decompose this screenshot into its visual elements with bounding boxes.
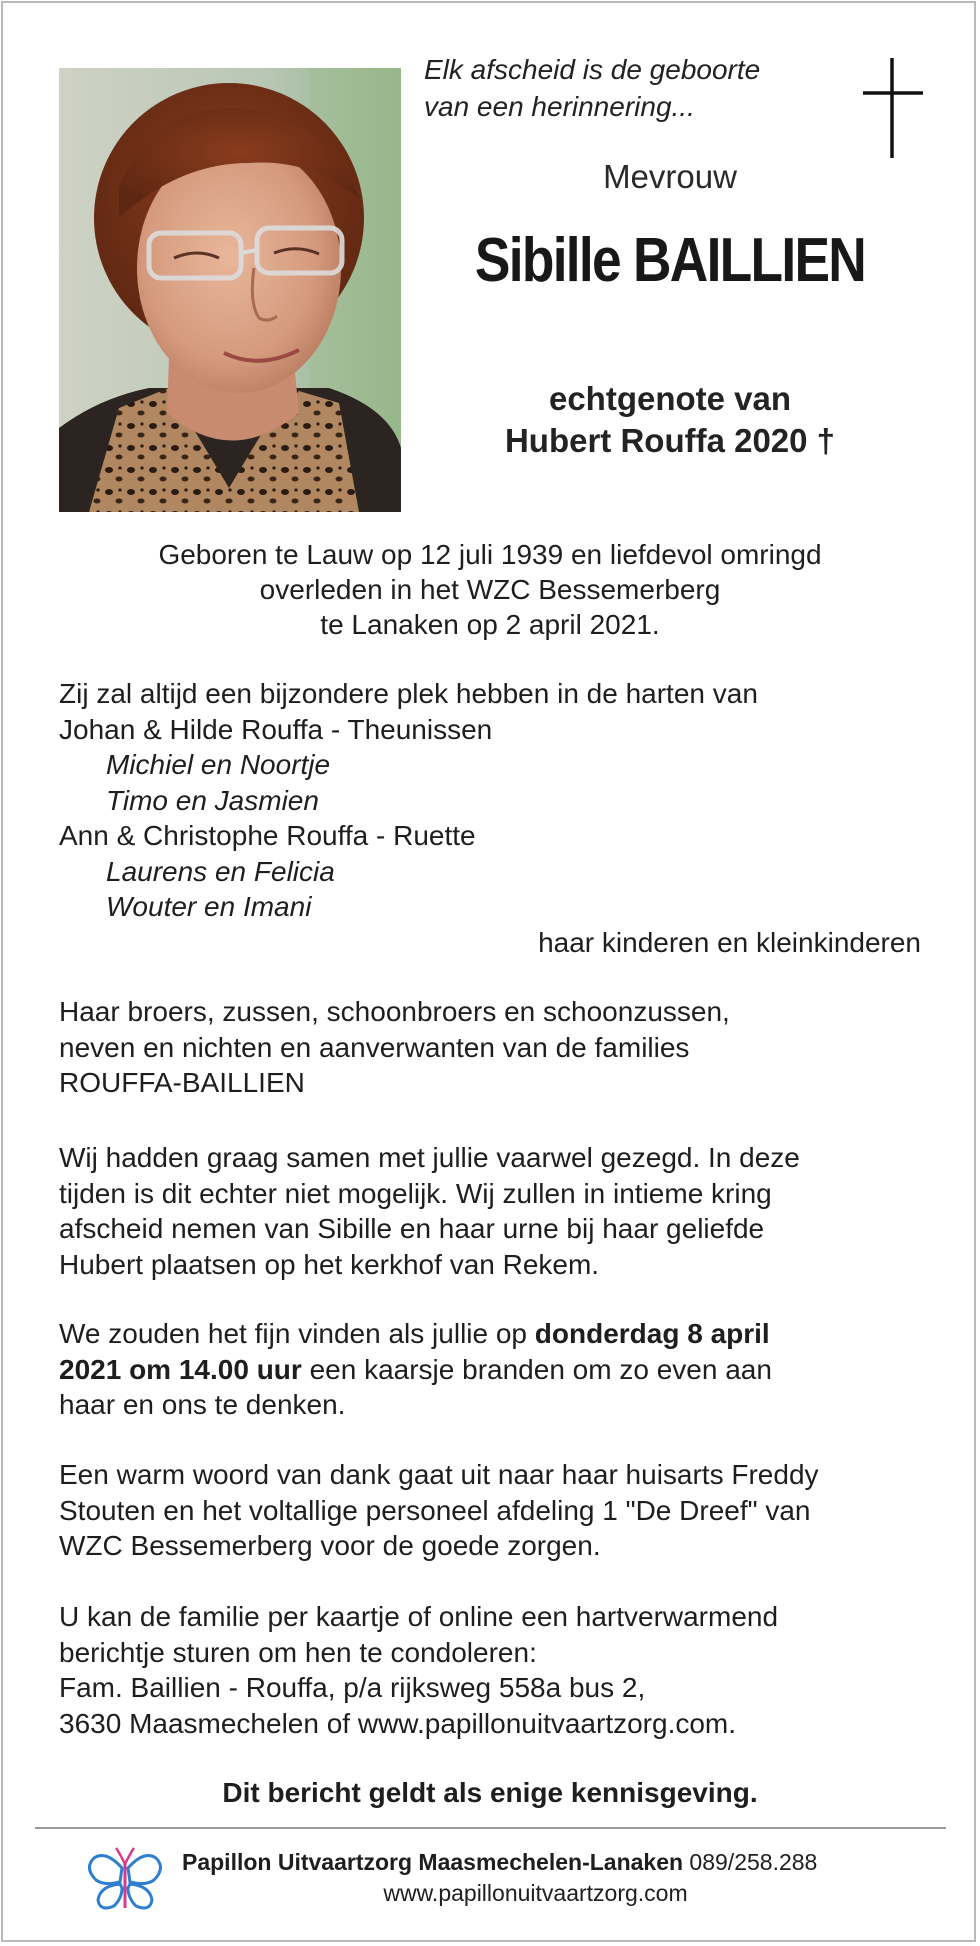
grandchildren: Michiel en Noortje xyxy=(106,749,331,780)
paragraph-line: Een warm woord van dank gaat uit naar haar huisarts Freddy xyxy=(59,1459,819,1490)
candle-paragraph xyxy=(59,1316,939,1423)
born-line: Geboren te Lauw op 12 juli 1939 en liefdevol omringd xyxy=(158,539,822,570)
paragraph-line: 3630 Maasmechelen of www.papillonuitvaartzorg.com. xyxy=(59,1707,737,1739)
grandchildren: Laurens en Felicia xyxy=(106,855,335,887)
butterfly-logo-icon xyxy=(86,1842,164,1916)
funeral-home xyxy=(182,1849,817,1876)
paragraph-line: Haar broers, zussen, schoonbroers en schoonzussen, xyxy=(59,996,730,1027)
paragraph-line: afscheid nemen van Sibille en haar urne bij haar geliefde xyxy=(59,1213,765,1244)
latin-cross-icon xyxy=(858,56,930,160)
quote-line-1: Elk afscheid is de geboorte xyxy=(424,54,761,85)
closing-statement: Dit bericht geldt als enige kennisgeving. xyxy=(222,1777,758,1808)
born-line: te Lanaken op 2 april 2021. xyxy=(320,609,660,640)
paragraph-line: Hubert plaatsen op het kerkhof van Rekem. xyxy=(59,1248,600,1280)
spouse-block xyxy=(440,378,900,462)
quote-line-2: van een herinnering... xyxy=(424,91,695,122)
paragraph-line: berichtje sturen om hen te condoleren: xyxy=(59,1636,537,1668)
relatives-paragraph xyxy=(59,994,939,1101)
grandchildren: Wouter en Imani xyxy=(106,891,312,922)
portrait-photo xyxy=(59,68,401,512)
child-couple: Johan & Hilde Rouffa - Theunissen xyxy=(59,713,493,745)
candle-time: 2021 om 14.00 uur xyxy=(59,1353,302,1385)
paragraph-line: tijden is dit echter niet mogelijk. Wij zullen in intieme kring xyxy=(59,1177,772,1209)
paragraph-line: Stouten en het voltallige personeel afdeling 1 "De Dreef" van xyxy=(59,1494,811,1526)
paragraph-line: U kan de familie per kaartje of online een hartverwarmend xyxy=(59,1601,779,1632)
candle-date: donderdag 8 april xyxy=(534,1318,770,1349)
candle-text: een kaarsje branden om zo even aan xyxy=(301,1353,772,1385)
funeral-home-name: Papillon Uitvaartzorg Maasmechelen-Lanaken xyxy=(182,1849,684,1875)
thanks-paragraph xyxy=(59,1457,939,1564)
paragraph-line: ROUFFA-BAILLIEN xyxy=(59,1067,305,1098)
paragraph-line: Wij hadden graag samen met jullie vaarwel gezegd. In deze xyxy=(59,1142,800,1173)
deceased-name: Sibille BAILLIEN xyxy=(474,226,866,295)
birth-death-statement xyxy=(59,537,921,642)
farewell-paragraph xyxy=(59,1140,939,1282)
grandchildren: Timo en Jasmien xyxy=(106,784,319,816)
paragraph-line: neven en nichten en aanverwanten van de families xyxy=(59,1031,690,1063)
spouse-line-2: Hubert Rouffa 2020 † xyxy=(504,422,836,459)
footer-divider xyxy=(35,1827,946,1829)
family-intro: Zij zal altijd een bijzondere plek hebben in de harten van xyxy=(59,678,758,709)
paragraph-line: WZC Bessemerberg voor de goede zorgen. xyxy=(59,1530,601,1561)
paragraph-line: Fam. Baillien - Rouffa, p/a rijksweg 558a bus 2, xyxy=(59,1672,646,1703)
paragraph-line: haar en ons te denken. xyxy=(59,1389,346,1420)
condolence-paragraph xyxy=(59,1599,939,1741)
candle-text: We zouden het fijn vinden als jullie op xyxy=(59,1318,535,1349)
family-signature: haar kinderen en kleinkinderen xyxy=(538,926,921,958)
paragraph-line xyxy=(59,1352,939,1388)
funeral-home-website[interactable]: www.papillonuitvaartzorg.com xyxy=(383,1880,688,1906)
family-list xyxy=(59,676,939,960)
born-line: overleden in het WZC Bessemerberg xyxy=(259,574,721,605)
quote xyxy=(424,51,760,125)
child-couple: Ann & Christophe Rouffa - Ruette xyxy=(59,820,476,851)
paragraph-line xyxy=(59,1316,939,1352)
honorific-title: Mevrouw xyxy=(603,158,737,195)
spouse-line-1: echtgenote van xyxy=(548,380,792,417)
funeral-home-phone: 089/258.288 xyxy=(683,1849,818,1875)
